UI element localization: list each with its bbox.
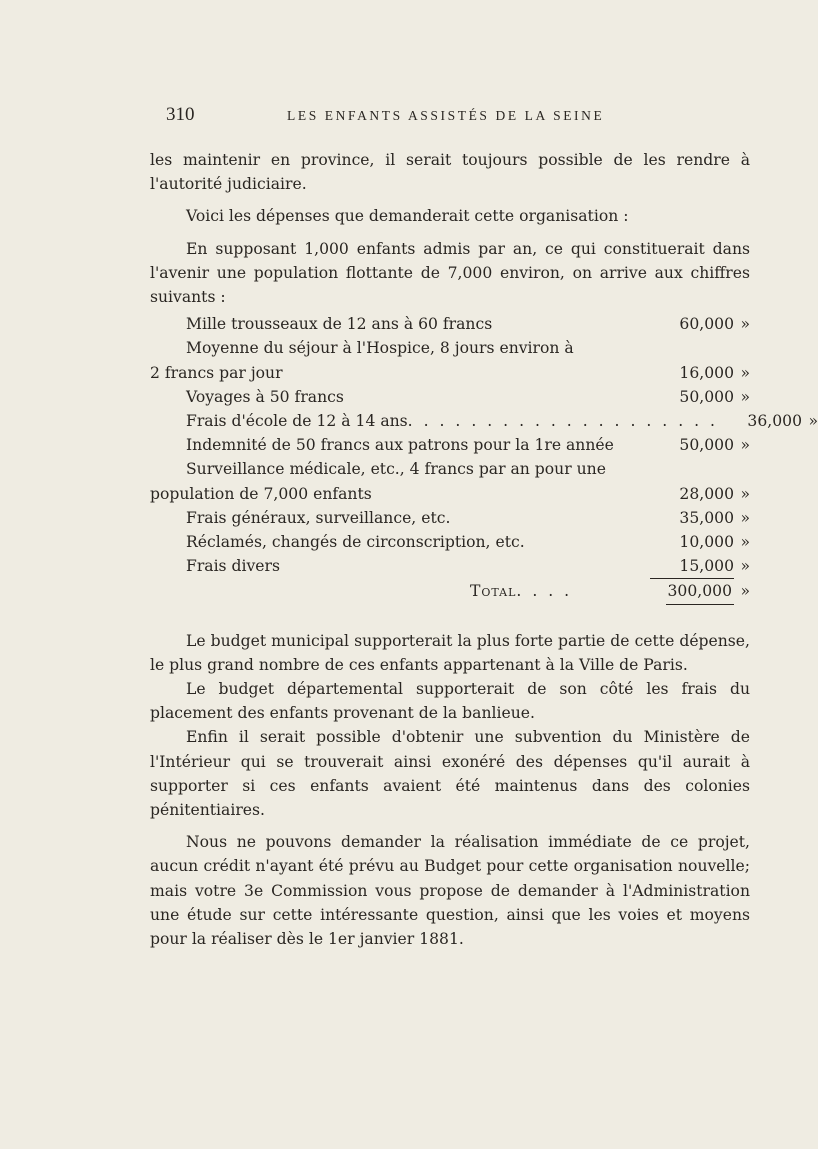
budget-row (150, 457, 750, 481)
budget-row (150, 554, 750, 578)
budget-row-amount: 50,000 (679, 436, 734, 455)
budget-row-label: Frais d'école de 12 à 14 ans (186, 412, 408, 431)
budget-row-amount: 15,000 (679, 557, 734, 576)
budget-row-label: 2 francs par jour (150, 363, 283, 382)
budget-row-amount: 60,000 (679, 315, 734, 334)
budget-row (150, 433, 750, 457)
budget-row-amount: 36,000 (747, 412, 802, 431)
budget-row-unit: » (740, 533, 750, 552)
budget-row-label: Réclamés, changés de circonscription, etc. (186, 533, 525, 552)
page-number: 310 (166, 104, 195, 125)
budget-row-label: Mille trousseaux de 12 ans à 60 francs (186, 315, 493, 334)
paragraph-4: Le budget municipal supporterait la plus forte partie de cette dépense, le plus grand nombre de ces enfants appartenant à la Ville de Paris. (150, 631, 750, 674)
leader-dots: . . . . . . . . . . . . . . . . . . . . (407, 412, 718, 431)
budget-row (150, 361, 750, 385)
total-label: Total (470, 582, 517, 601)
budget-row (150, 336, 750, 360)
budget-row-label: Indemnité de 50 francs aux patrons pour la 1re année (186, 436, 614, 455)
paragraph-1: les maintenir en province, il serait toujours possible de les rendre à l'autorité judiciaire. (150, 151, 750, 194)
budget-row-label: Moyenne du séjour à l'Hospice, 8 jours environ à (186, 339, 574, 358)
page-header (0, 104, 800, 128)
budget-row-label: Surveillance médicale, etc., 4 francs par an pour une (186, 460, 606, 479)
budget-row (150, 385, 750, 409)
budget-row (150, 312, 750, 336)
budget-row-label: Frais divers (186, 557, 280, 576)
budget-row-label: Voyages à 50 francs (186, 387, 344, 406)
body-text (150, 148, 818, 951)
budget-row-unit: » (740, 436, 750, 455)
paragraph-3: En supposant 1,000 enfants admis par an, ce qui constituerait dans l'avenir une population flottante de 7,000 environ, on arrive aux chiffres suivants : (150, 239, 750, 307)
budget-row (150, 530, 750, 554)
running-title: LES ENFANTS ASSISTÉS DE LA SEINE (287, 108, 605, 123)
paragraph-7: Nous ne pouvons demander la réalisation immédiate de ce projet, aucun crédit n'ayant été prévu au Budget pour cette organisation nouvelle; mais votre 3e Commission vous propose de demander à l'Administration une étude sur cette intéressante question, ainsi que les voies et moyens pour la réaliser dès le 1er janvier 1881. (150, 833, 750, 949)
budget-row (150, 482, 750, 506)
budget-table (150, 312, 818, 604)
budget-row-unit: » (740, 363, 750, 382)
paragraph-2: Voici les dépenses que demanderait cette organisation : (186, 207, 629, 226)
budget-row (150, 409, 818, 433)
leader-dots: . . . . (516, 582, 573, 601)
budget-row-amount: 28,000 (679, 484, 734, 503)
total-unit: » (740, 582, 750, 601)
budget-row-label: Frais généraux, surveillance, etc. (186, 508, 451, 527)
budget-row-label: population de 7,000 enfants (150, 484, 372, 503)
budget-row-amount: 50,000 (679, 387, 734, 406)
budget-row-amount: 35,000 (679, 508, 734, 527)
budget-row (150, 506, 750, 530)
budget-row-amount: 16,000 (679, 363, 734, 382)
budget-row-unit: » (740, 484, 750, 503)
budget-row-unit: » (808, 412, 818, 431)
budget-row-unit: » (740, 557, 750, 576)
paragraph-6: Enfin il serait possible d'obtenir une subvention du Ministère de l'Intérieur qui se trouverait ainsi exonéré des dépenses qu'il aurait à supporter si ces enfants avaient été maintenus dans des colonies pénitentiaires. (150, 728, 750, 820)
budget-row-unit: » (740, 315, 750, 334)
total-amount: 300,000 (666, 579, 734, 604)
paragraph-5: Le budget départemental supporterait de son côté les frais du placement des enfants provenant de la banlieue. (150, 680, 750, 723)
budget-row-unit: » (740, 387, 750, 406)
budget-row-amount: 10,000 (679, 533, 734, 552)
budget-total-row (150, 578, 750, 604)
budget-row-unit: » (740, 508, 750, 527)
